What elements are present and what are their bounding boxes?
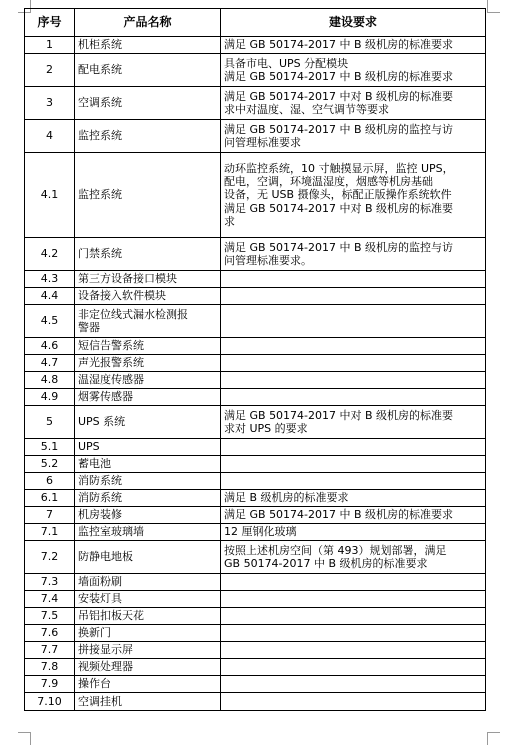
requirement-cell: 满足 B 级机房的标准要求: [221, 490, 486, 507]
row-number-cell: 4.9: [25, 389, 75, 406]
table-row: [25, 507, 486, 524]
row-number-cell: 4.4: [25, 288, 75, 305]
row-number-cell: 7.7: [25, 642, 75, 659]
table-row: [25, 288, 486, 305]
product-name-cell: 吊铝扣板天花: [75, 608, 221, 625]
product-name-cell: 消防系统: [75, 473, 221, 490]
requirement-cell: 满足 GB 50174-2017 中 B 级机房的监控与访 问管理标准要求。: [221, 238, 486, 271]
table-row: [25, 625, 486, 642]
requirement-cell: [221, 473, 486, 490]
row-number-cell: 2: [25, 54, 75, 87]
table-header-row: [25, 9, 486, 37]
product-name-cell: 监控系统: [75, 153, 221, 238]
row-number-cell: 4.2: [25, 238, 75, 271]
product-name-cell: 机柜系统: [75, 37, 221, 54]
row-number-cell: 7.9: [25, 676, 75, 693]
row-number-cell: 4.8: [25, 372, 75, 389]
row-number-cell: 6: [25, 473, 75, 490]
row-number-cell: 7.8: [25, 659, 75, 676]
requirement-cell: [221, 355, 486, 372]
product-name-cell: 消防系统: [75, 490, 221, 507]
row-number-cell: 4: [25, 120, 75, 153]
row-number-cell: 4.6: [25, 338, 75, 355]
requirement-cell: [221, 372, 486, 389]
requirement-cell: [221, 574, 486, 591]
product-name-cell: 声光报警系统: [75, 355, 221, 372]
table-row: [25, 120, 486, 153]
table-row: [25, 338, 486, 355]
product-name-cell: 监控室玻璃墙: [75, 524, 221, 541]
row-number-cell: 5.2: [25, 456, 75, 473]
table-row: [25, 574, 486, 591]
product-name-cell: 温湿度传感器: [75, 372, 221, 389]
requirement-cell: 动环监控系统，10 寸触摸显示屏，监控 UPS， 配电，空调，环境温湿度，烟感等机房基础 设备，无 USB 摄像头，标配正版操作系统软件 满足 GB 50174-2017 中对 B 级机房的标准要 求: [221, 153, 486, 238]
product-name-cell: 换新门: [75, 625, 221, 642]
header-no: 序号: [25, 9, 75, 37]
table-row: [25, 456, 486, 473]
product-name-cell: 设备接入软件模块: [75, 288, 221, 305]
table-row: [25, 676, 486, 693]
header-product-name: 产品名称: [75, 9, 221, 37]
row-number-cell: 7: [25, 507, 75, 524]
requirement-cell: [221, 625, 486, 642]
table-row: [25, 490, 486, 507]
row-number-cell: 4.3: [25, 271, 75, 288]
table-row: [25, 591, 486, 608]
row-number-cell: 5.1: [25, 439, 75, 456]
product-name-cell: 空调系统: [75, 87, 221, 120]
table-row: [25, 659, 486, 676]
row-number-cell: 4.7: [25, 355, 75, 372]
requirement-cell: 按照上述机房空间（第 493）规划部署，满足 GB 50174-2017 中 B 级机房的标准要求: [221, 541, 486, 574]
table-row: [25, 87, 486, 120]
row-number-cell: 7.10: [25, 693, 75, 711]
requirement-cell: [221, 439, 486, 456]
product-name-cell: 操作台: [75, 676, 221, 693]
product-name-cell: 机房装修: [75, 507, 221, 524]
requirement-cell: [221, 389, 486, 406]
table-row: [25, 37, 486, 54]
row-number-cell: 7.4: [25, 591, 75, 608]
requirement-cell: [221, 659, 486, 676]
row-number-cell: 3: [25, 87, 75, 120]
product-name-cell: 视频处理器: [75, 659, 221, 676]
table-row: [25, 389, 486, 406]
product-name-cell: 防静电地板: [75, 541, 221, 574]
requirement-cell: 满足 GB 50174-2017 中 B 级机房的标准要求: [221, 37, 486, 54]
product-name-cell: 第三方设备接口模块: [75, 271, 221, 288]
requirement-cell: 满足 GB 50174-2017 中 B 级机房的标准要求: [221, 507, 486, 524]
table-row: [25, 305, 486, 338]
table-row: [25, 473, 486, 490]
table-row: [25, 693, 486, 711]
page-corner-mark-top-right: [487, 0, 500, 13]
product-name-cell: 短信告警系统: [75, 338, 221, 355]
row-number-cell: 1: [25, 37, 75, 54]
table-row: [25, 541, 486, 574]
requirement-cell: [221, 288, 486, 305]
page-corner-mark-bottom-left: [18, 732, 31, 745]
table-row: [25, 642, 486, 659]
table-row: [25, 355, 486, 372]
requirement-cell: [221, 338, 486, 355]
product-name-cell: 烟雾传感器: [75, 389, 221, 406]
row-number-cell: 7.3: [25, 574, 75, 591]
product-name-cell: UPS 系统: [75, 406, 221, 439]
row-number-cell: 4.5: [25, 305, 75, 338]
table-row: [25, 439, 486, 456]
requirements-table: [24, 8, 486, 711]
requirement-cell: [221, 305, 486, 338]
product-name-cell: 非定位线式漏水检测报 警器: [75, 305, 221, 338]
page-corner-mark-bottom-right: [487, 732, 500, 745]
requirement-cell: 满足 GB 50174-2017 中对 B 级机房的标准要 求中对温度、湿、空气调节等要求: [221, 87, 486, 120]
requirement-cell: 满足 GB 50174-2017 中 B 级机房的监控与访 问管理标准要求: [221, 120, 486, 153]
requirement-cell: [221, 693, 486, 711]
table-row: [25, 271, 486, 288]
row-number-cell: 4.1: [25, 153, 75, 238]
requirement-cell: 12 厘钢化玻璃: [221, 524, 486, 541]
product-name-cell: 拼接显示屏: [75, 642, 221, 659]
row-number-cell: 7.5: [25, 608, 75, 625]
table-row: [25, 372, 486, 389]
table-row: [25, 54, 486, 87]
row-number-cell: 7.1: [25, 524, 75, 541]
table-row: [25, 238, 486, 271]
requirement-cell: 具备市电、UPS 分配模块 满足 GB 50174-2017 中 B 级机房的标准要求: [221, 54, 486, 87]
product-name-cell: 墙面粉刷: [75, 574, 221, 591]
table-row: [25, 406, 486, 439]
requirement-cell: [221, 608, 486, 625]
requirement-cell: [221, 456, 486, 473]
requirement-cell: 满足 GB 50174-2017 中对 B 级机房的标准要 求对 UPS 的要求: [221, 406, 486, 439]
product-name-cell: 空调挂机: [75, 693, 221, 711]
requirement-cell: [221, 591, 486, 608]
row-number-cell: 7.6: [25, 625, 75, 642]
product-name-cell: 监控系统: [75, 120, 221, 153]
product-name-cell: 蓄电池: [75, 456, 221, 473]
requirement-cell: [221, 676, 486, 693]
table-row: [25, 153, 486, 238]
header-requirement: 建设要求: [221, 9, 486, 37]
row-number-cell: 7.2: [25, 541, 75, 574]
requirement-cell: [221, 271, 486, 288]
row-number-cell: 6.1: [25, 490, 75, 507]
product-name-cell: 门禁系统: [75, 238, 221, 271]
table-row: [25, 608, 486, 625]
table-row: [25, 524, 486, 541]
product-name-cell: 安装灯具: [75, 591, 221, 608]
product-name-cell: 配电系统: [75, 54, 221, 87]
row-number-cell: 5: [25, 406, 75, 439]
product-name-cell: UPS: [75, 439, 221, 456]
requirement-cell: [221, 642, 486, 659]
